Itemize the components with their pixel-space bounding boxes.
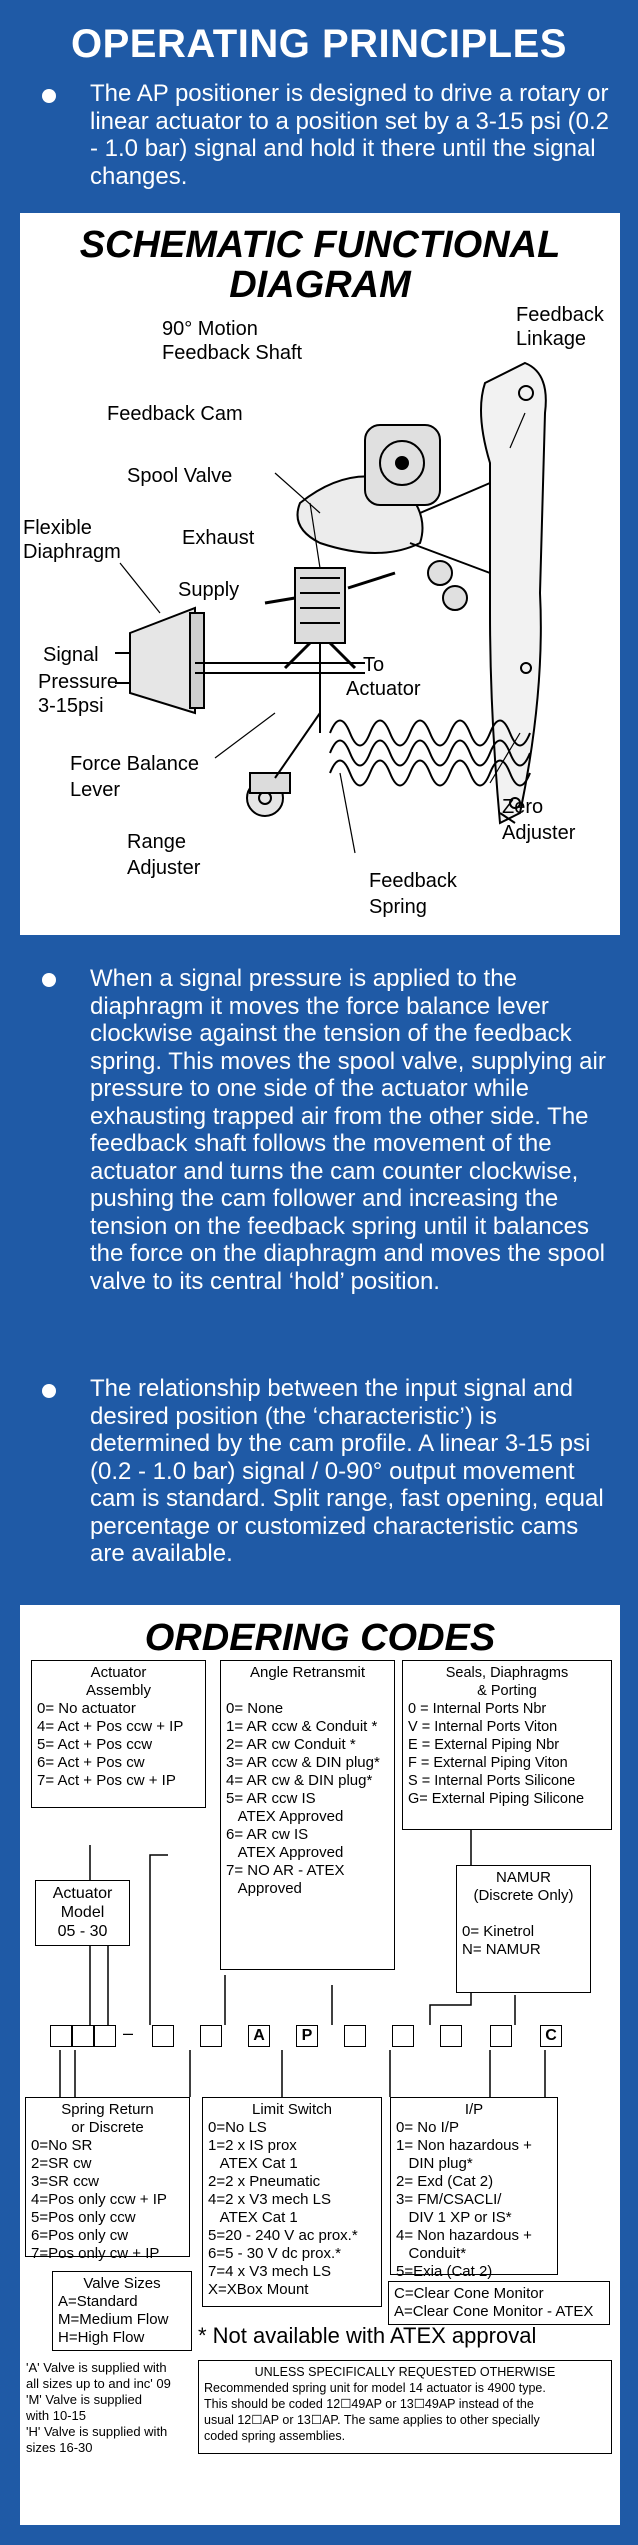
angle-retransmit-item: 0= None bbox=[226, 1700, 284, 1717]
cone-monitor-box bbox=[388, 2281, 610, 2325]
code-cell-ip[interactable] bbox=[392, 2025, 414, 2047]
label-spring-2: Spring bbox=[369, 896, 427, 918]
intro-paragraph: The AP positioner is designed to drive a rotary or linear actuator to a position set by a 3-15 psi (0.2 - 1.0 bar) signal and hold it there until the signal changes. bbox=[90, 80, 609, 190]
angle-retransmit-box bbox=[220, 1660, 395, 1970]
actuator-assembly-item: 0= No actuator bbox=[37, 1700, 136, 1717]
angle-retransmit-item: ATEX Approved bbox=[226, 1808, 344, 1825]
code-cell-spring-return[interactable] bbox=[152, 2025, 174, 2047]
seals-box bbox=[402, 1660, 612, 1830]
spring-return-item: 0=No SR bbox=[31, 2137, 93, 2154]
ip-item: 1= Non hazardous + bbox=[396, 2137, 532, 2154]
code-cell-limit-switch[interactable] bbox=[200, 2025, 222, 2047]
schematic-title-1: SCHEMATIC FUNCTIONAL bbox=[79, 224, 561, 266]
valve-sizes-box bbox=[52, 2271, 192, 2351]
cone-monitor-line-2: A=Clear Cone Monitor - ATEX bbox=[394, 2303, 594, 2320]
label-signal-2: Pressure bbox=[38, 671, 119, 693]
label-feedback-linkage-1: Feedback bbox=[516, 304, 604, 326]
angle-retransmit-item: 2= AR cw Conduit * bbox=[226, 1736, 356, 1753]
code-cell-model-1[interactable] bbox=[50, 2025, 72, 2047]
label-spring-1: Feedback bbox=[369, 870, 457, 892]
limit-switch-title: Limit Switch bbox=[251, 2101, 333, 2118]
valve-note-line: 'A' Valve is supplied with bbox=[26, 2360, 167, 2375]
valve-note-line: 'H' Valve is supplied with bbox=[26, 2424, 168, 2439]
label-zero-2: Adjuster bbox=[502, 822, 576, 844]
seals-item: G= External Piping Silicone bbox=[408, 1791, 585, 1807]
angle-retransmit-item: 6= AR cw IS bbox=[226, 1826, 309, 1843]
code-cell-p: P bbox=[296, 2025, 318, 2047]
valve-note-line: sizes 16-30 bbox=[26, 2440, 93, 2455]
namur-box bbox=[456, 1865, 591, 1993]
angle-retransmit-item: ATEX Approved bbox=[226, 1844, 344, 1861]
code-dash: – bbox=[123, 2023, 134, 2043]
namur-item: 0= Kinetrol bbox=[462, 1923, 535, 1940]
angle-retransmit-item: 1= AR ccw & Conduit * bbox=[226, 1718, 378, 1735]
valve-sizes-item: H=High Flow bbox=[58, 2329, 145, 2346]
bullet-3 bbox=[42, 1384, 56, 1398]
angle-retransmit-item: Approved bbox=[226, 1880, 302, 1897]
label-spool-valve: Spool Valve bbox=[127, 465, 233, 487]
valve-sizes-item: A=Standard bbox=[58, 2293, 138, 2310]
ip-item: 3= FM/CSACLI/ bbox=[396, 2191, 502, 2208]
valve-note-line: with 10-15 bbox=[26, 2408, 86, 2423]
schematic-panel bbox=[20, 213, 620, 935]
angle-retransmit-item: 7= NO AR - ATEX bbox=[226, 1862, 345, 1879]
label-to-actuator-1: To bbox=[363, 654, 385, 676]
label-range-1: Range bbox=[127, 831, 186, 853]
actuator-model-box bbox=[35, 1880, 130, 1946]
limit-switch-item: ATEX Cat 1 bbox=[208, 2155, 298, 2172]
spring-return-title-1: Spring Return bbox=[61, 2101, 154, 2118]
namur-item: N= NAMUR bbox=[462, 1941, 541, 1958]
code-cell-seals[interactable] bbox=[440, 2025, 462, 2047]
ip-box bbox=[390, 2097, 558, 2280]
ordering-panel bbox=[20, 1605, 620, 2525]
spring-return-title-2: or Discrete bbox=[71, 2119, 144, 2136]
seals-item: E = External Piping Nbr bbox=[408, 1737, 560, 1753]
label-motion-shaft-2: Feedback Shaft bbox=[162, 342, 303, 364]
unless-line: This should be coded 12☐49AP or 13☐49AP instead of the bbox=[204, 2397, 534, 2411]
ip-item: 2= Exd (Cat 2) bbox=[396, 2173, 494, 2190]
code-cell-model-3[interactable] bbox=[94, 2025, 116, 2047]
bullet-2 bbox=[42, 973, 56, 987]
ip-item: 4= Non hazardous + bbox=[396, 2227, 532, 2244]
spring-return-box bbox=[25, 2097, 190, 2262]
actuator-assembly-box bbox=[31, 1660, 206, 1808]
valve-sizes-title: Valve Sizes bbox=[83, 2275, 161, 2292]
limit-switch-item: 0=No LS bbox=[208, 2119, 267, 2136]
spring-return-item: 6=Pos only cw bbox=[31, 2227, 129, 2244]
label-force-balance-1: Force Balance bbox=[70, 753, 199, 775]
limit-switch-item: X=XBox Mount bbox=[208, 2281, 309, 2298]
atex-note: * Not available with ATEX approval bbox=[198, 2323, 537, 2348]
spring-return-item: 3=SR ccw bbox=[31, 2173, 99, 2190]
unless-box bbox=[198, 2360, 612, 2454]
actuator-assembly-title-1: Actuator bbox=[90, 1664, 147, 1681]
code-cell-model-2[interactable] bbox=[72, 2025, 94, 2047]
actuator-model-line-3: 05 - 30 bbox=[57, 1923, 108, 1940]
label-motion-shaft-1: 90° Motion bbox=[162, 318, 258, 340]
characteristic-paragraph: The relationship between the input signal and desired position (the ‘characteristic’) is determined by the cam profile. A linear 3-15 psi (0.2 - 1.0 bar) signal / 0-90° output movement cam is standard. Split range, fast opening, equal percentage or customized characteristic cams are available. bbox=[90, 1375, 604, 1567]
unless-title: UNLESS SPECIFICALLY REQUESTED OTHERWISE bbox=[254, 2365, 556, 2379]
valve-note-line: all sizes up to and inc' 09 bbox=[26, 2376, 171, 2391]
actuator-assembly-item: 5= Act + Pos ccw bbox=[37, 1736, 153, 1753]
limit-switch-item: ATEX Cat 1 bbox=[208, 2209, 298, 2226]
code-cell-a: A bbox=[248, 2025, 270, 2047]
actuator-assembly-title-2: Assembly bbox=[85, 1682, 152, 1699]
bullet-1 bbox=[42, 89, 56, 103]
limit-switch-item: 5=20 - 240 V ac prox.* bbox=[208, 2227, 358, 2244]
limit-switch-item: 6=5 - 30 V dc prox.* bbox=[208, 2245, 341, 2262]
label-feedback-cam: Feedback Cam bbox=[107, 403, 243, 425]
label-signal-1: Signal bbox=[43, 644, 99, 666]
spring-return-item: 5=Pos only ccw bbox=[31, 2209, 136, 2226]
label-exhaust: Exhaust bbox=[182, 527, 255, 549]
limit-switch-item: 2=2 x Pneumatic bbox=[208, 2173, 321, 2190]
seals-item: F = External Piping Viton bbox=[408, 1755, 568, 1771]
ip-item: DIN plug* bbox=[396, 2155, 473, 2172]
valve-note-line: 'M' Valve is supplied bbox=[26, 2392, 142, 2407]
valve-notes bbox=[26, 2360, 196, 2456]
seals-item: 0 = Internal Ports Nbr bbox=[408, 1701, 547, 1717]
operation-paragraph: When a signal pressure is applied to the diaphragm it moves the force balance lever clockwise against the tension of the feedback spring. This moves the spool valve, supplying air pressure to one side of the actuator while exhausting trapped air from the other side. The feedback shaft follows the movement of the actuator and turns the cam counter clockwise, pushing the cam follower and increasing the tension on the feedback spring until it balances the force on the diaphragm and moves the spool valve to its central ‘hold’ position. bbox=[90, 965, 606, 1295]
actuator-assembly-item: 7= Act + Pos cw + IP bbox=[37, 1772, 176, 1789]
limit-switch-box bbox=[202, 2097, 382, 2307]
label-zero-1: Zero bbox=[502, 796, 544, 818]
seals-title-1: Seals, Diaphragms bbox=[445, 1665, 569, 1681]
label-range-2: Adjuster bbox=[127, 857, 201, 879]
seals-item: V = Internal Ports Viton bbox=[408, 1719, 558, 1735]
ip-item: 5=Exia (Cat 2) bbox=[396, 2263, 493, 2280]
label-flexible-1: Flexible bbox=[23, 517, 92, 539]
label-flexible-2: Diaphragm bbox=[23, 541, 121, 563]
cone-monitor-line-1: C=Clear Cone Monitor bbox=[394, 2285, 544, 2302]
code-cell-namur[interactable] bbox=[490, 2025, 512, 2047]
spring-return-item: 4=Pos only ccw + IP bbox=[31, 2191, 167, 2208]
limit-switch-item: 7=4 x V3 mech LS bbox=[208, 2263, 331, 2280]
angle-retransmit-title: Angle Retransmit bbox=[249, 1664, 366, 1681]
label-to-actuator-2: Actuator bbox=[346, 678, 421, 700]
actuator-model-line-1: Actuator bbox=[52, 1885, 113, 1902]
ip-title: I/P bbox=[464, 2101, 484, 2118]
code-cell-c: C bbox=[540, 2025, 562, 2047]
unless-line: Recommended spring unit for model 14 actuator is 4900 type. bbox=[204, 2381, 546, 2395]
angle-retransmit-item: 5= AR ccw IS bbox=[226, 1790, 316, 1807]
actuator-model-line-2: Model bbox=[60, 1904, 105, 1921]
code-cell-angle[interactable] bbox=[344, 2025, 366, 2047]
limit-switch-item: 4=2 x V3 mech LS bbox=[208, 2191, 331, 2208]
unless-line: usual 12☐AP or 13☐AP. The same applies to other specially bbox=[204, 2413, 540, 2427]
seals-item: S = Internal Ports Silicone bbox=[408, 1773, 576, 1789]
valve-sizes-item: M=Medium Flow bbox=[58, 2311, 169, 2328]
label-feedback-linkage-2: Linkage bbox=[516, 328, 587, 350]
angle-retransmit-item: 4= AR cw & DIN plug* bbox=[226, 1772, 373, 1789]
ordering-title: ORDERING CODES bbox=[144, 1617, 496, 1659]
ip-item: Conduit* bbox=[396, 2245, 467, 2262]
label-force-balance-2: Lever bbox=[70, 779, 121, 801]
ip-item: 0= No I/P bbox=[396, 2119, 459, 2136]
spring-return-item: 2=SR cw bbox=[31, 2155, 92, 2172]
limit-switch-item: 1=2 x IS prox bbox=[208, 2137, 297, 2154]
namur-title-1: NAMUR bbox=[496, 1869, 551, 1886]
ip-item: DIV 1 XP or IS* bbox=[396, 2209, 512, 2226]
angle-retransmit-item: 3= AR ccw & DIN plug* bbox=[226, 1754, 380, 1771]
schematic-title-2: DIAGRAM bbox=[229, 264, 411, 306]
actuator-assembly-item: 4= Act + Pos ccw + IP bbox=[37, 1718, 184, 1735]
unless-line: coded spring assemblies. bbox=[204, 2429, 346, 2443]
namur-title-2: (Discrete Only) bbox=[473, 1887, 574, 1904]
spring-return-item: 7=Pos only cw + IP bbox=[31, 2245, 160, 2262]
seals-title-2: & Porting bbox=[477, 1683, 537, 1699]
actuator-assembly-item: 6= Act + Pos cw bbox=[37, 1754, 145, 1771]
page-title: OPERATING PRINCIPLES bbox=[71, 22, 567, 66]
label-supply: Supply bbox=[178, 579, 240, 601]
label-signal-3: 3-15psi bbox=[38, 695, 104, 717]
